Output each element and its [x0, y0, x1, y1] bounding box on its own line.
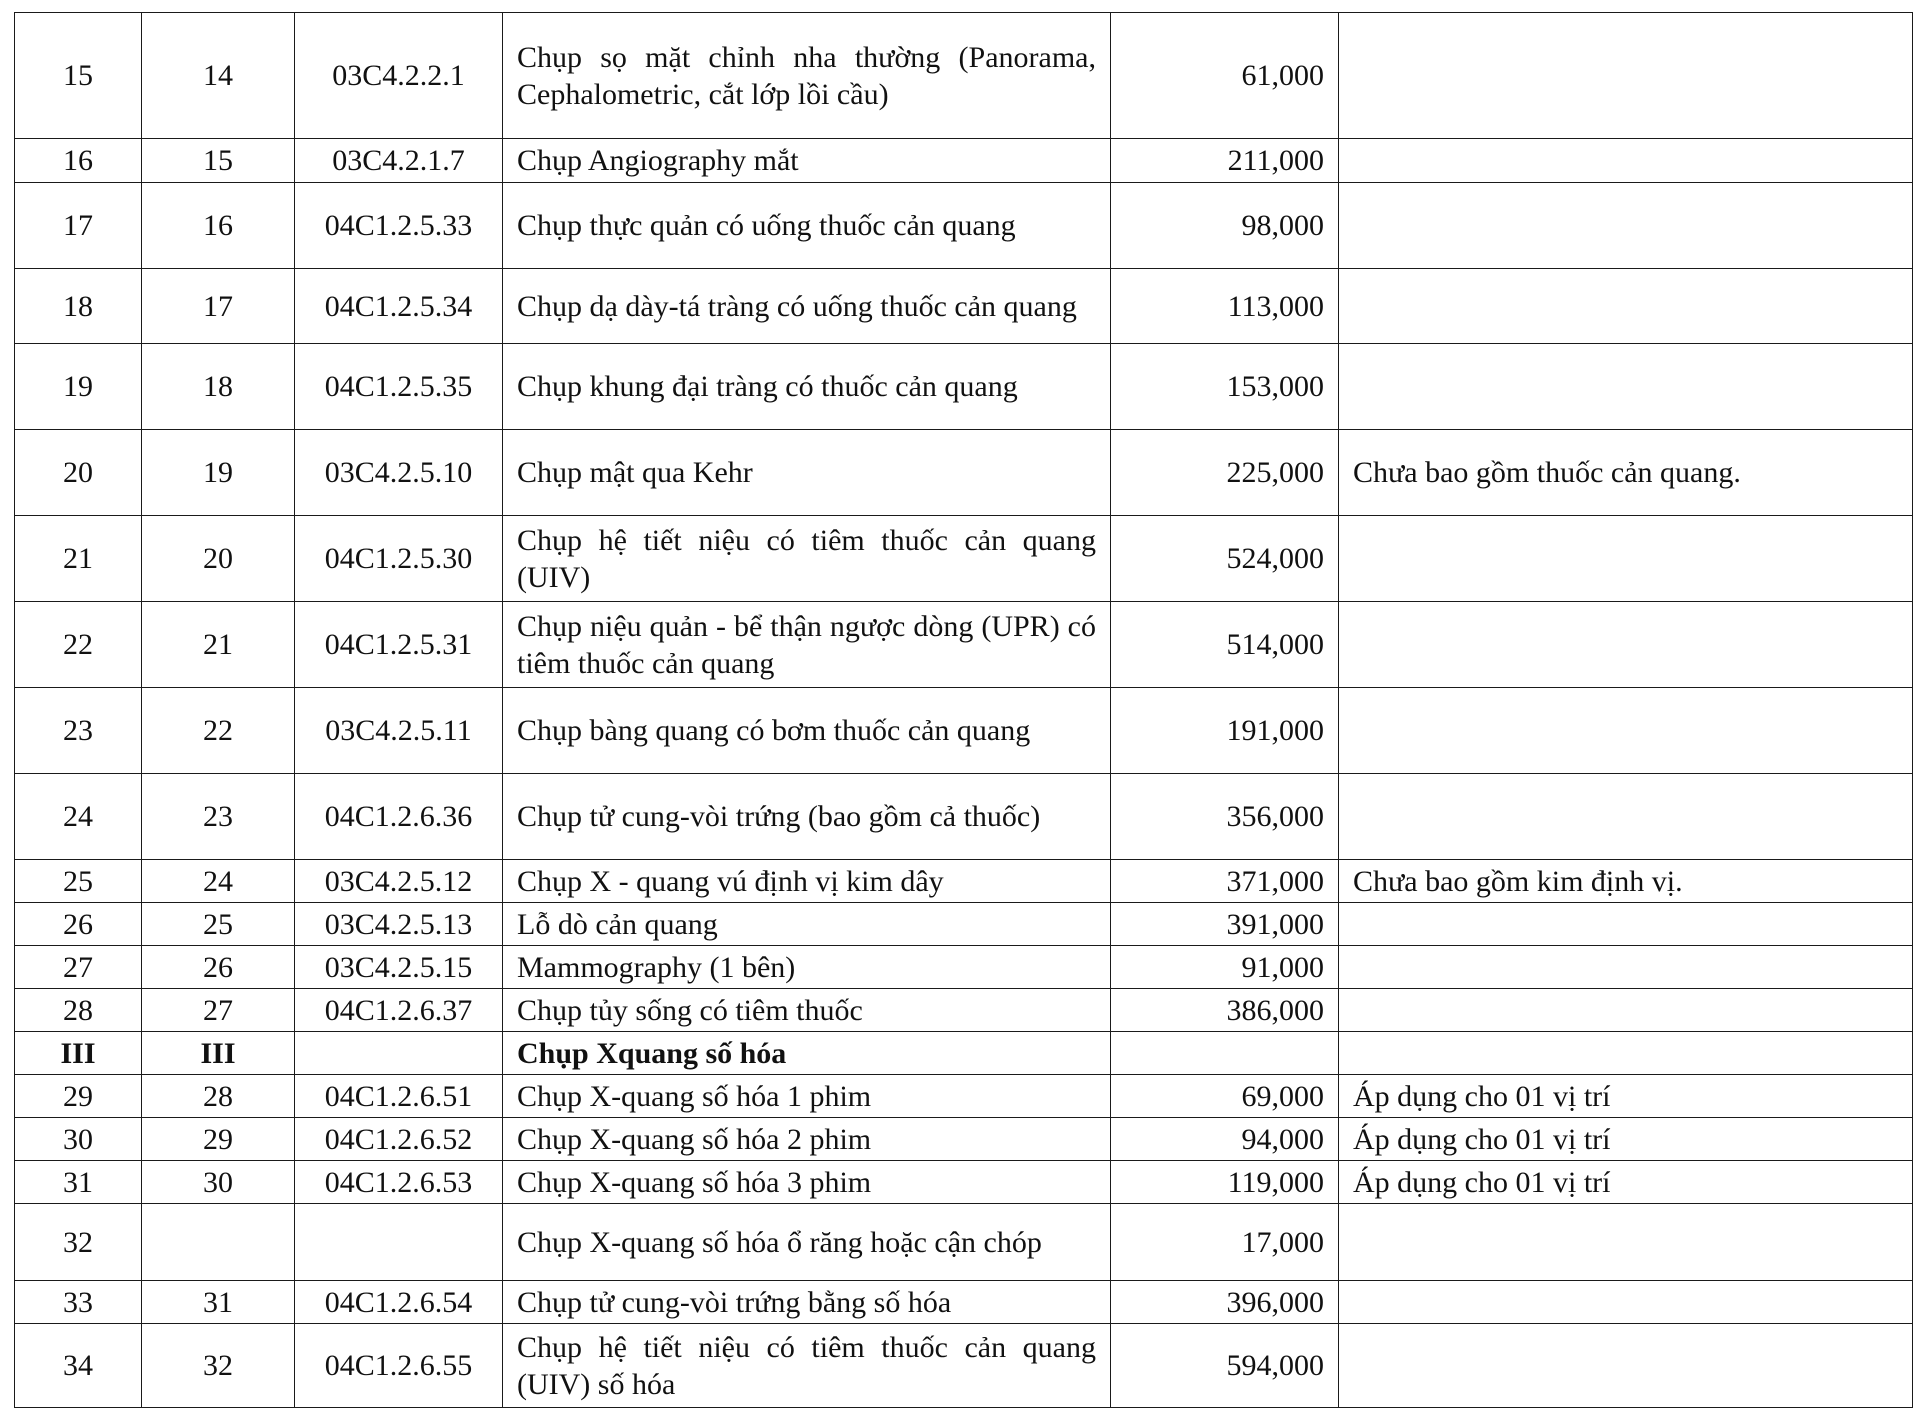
table-row — [15, 1281, 1913, 1324]
stt-cell: 29 — [15, 1075, 142, 1118]
stt2-cell: 22 — [142, 688, 295, 774]
table-row — [15, 1075, 1913, 1118]
note-cell: Chưa bao gồm kim định vị. — [1339, 860, 1913, 903]
code-cell: 03C4.2.5.13 — [295, 903, 503, 946]
note-cell — [1339, 13, 1913, 139]
stt-cell: 24 — [15, 774, 142, 860]
note-cell: Chưa bao gồm thuốc cản quang. — [1339, 430, 1913, 516]
table-row — [15, 269, 1913, 344]
stt-cell: 15 — [15, 13, 142, 139]
price-cell: 61,000 — [1111, 13, 1339, 139]
stt-cell: 28 — [15, 989, 142, 1032]
code-cell: 04C1.2.5.31 — [295, 602, 503, 688]
stt-cell: 22 — [15, 602, 142, 688]
stt2-cell: 14 — [142, 13, 295, 139]
name-cell: Chụp Angiography mắt — [503, 139, 1111, 183]
note-cell — [1339, 774, 1913, 860]
stt2-cell: 27 — [142, 989, 295, 1032]
table-row — [15, 516, 1913, 602]
note-cell — [1339, 1204, 1913, 1281]
section-row — [15, 1032, 1913, 1075]
name-cell: Mammography (1 bên) — [503, 946, 1111, 989]
name-cell: Chụp hệ tiết niệu có tiêm thuốc cản quang (UIV) số hóa — [503, 1324, 1111, 1408]
table-row — [15, 183, 1913, 269]
name-cell: Chụp X - quang vú định vị kim dây — [503, 860, 1111, 903]
stt-cell: 16 — [15, 139, 142, 183]
stt-cell: 31 — [15, 1161, 142, 1204]
section-number-2: III — [142, 1032, 295, 1075]
price-cell: 396,000 — [1111, 1281, 1339, 1324]
stt2-cell — [142, 1204, 295, 1281]
note-cell: Áp dụng cho 01 vị trí — [1339, 1118, 1913, 1161]
stt-cell: 33 — [15, 1281, 142, 1324]
price-cell: 191,000 — [1111, 688, 1339, 774]
code-cell: 04C1.2.6.36 — [295, 774, 503, 860]
stt-cell: 18 — [15, 269, 142, 344]
code-cell: 04C1.2.6.37 — [295, 989, 503, 1032]
stt-cell: 17 — [15, 183, 142, 269]
note-cell — [1339, 1281, 1913, 1324]
table-row — [15, 1324, 1913, 1408]
stt-cell: 25 — [15, 860, 142, 903]
note-cell — [1339, 344, 1913, 430]
price-cell: 113,000 — [1111, 269, 1339, 344]
stt2-cell: 30 — [142, 1161, 295, 1204]
price-cell: 514,000 — [1111, 602, 1339, 688]
price-cell: 17,000 — [1111, 1204, 1339, 1281]
table-row — [15, 989, 1913, 1032]
code-cell: 03C4.2.5.15 — [295, 946, 503, 989]
stt2-cell: 19 — [142, 430, 295, 516]
note-cell — [1339, 516, 1913, 602]
note-cell — [1339, 1324, 1913, 1408]
note-cell — [1339, 269, 1913, 344]
table-row — [15, 860, 1913, 903]
table-row — [15, 688, 1913, 774]
stt2-cell: 17 — [142, 269, 295, 344]
name-cell: Chụp hệ tiết niệu có tiêm thuốc cản quang (UIV) — [503, 516, 1111, 602]
stt2-cell: 31 — [142, 1281, 295, 1324]
price-cell: 386,000 — [1111, 989, 1339, 1032]
code-cell — [295, 1204, 503, 1281]
code-cell: 03C4.2.2.1 — [295, 13, 503, 139]
note-cell — [1339, 602, 1913, 688]
name-cell: Chụp bàng quang có bơm thuốc cản quang — [503, 688, 1111, 774]
code-cell — [295, 1032, 503, 1075]
note-cell: Áp dụng cho 01 vị trí — [1339, 1075, 1913, 1118]
stt2-cell: 16 — [142, 183, 295, 269]
name-cell: Chụp tử cung-vòi trứng (bao gồm cả thuốc) — [503, 774, 1111, 860]
price-cell: 211,000 — [1111, 139, 1339, 183]
note-cell — [1339, 989, 1913, 1032]
stt2-cell: 24 — [142, 860, 295, 903]
stt-cell: 21 — [15, 516, 142, 602]
stt2-cell: 28 — [142, 1075, 295, 1118]
section-title: Chụp Xquang số hóa — [503, 1032, 1111, 1075]
table-row — [15, 1118, 1913, 1161]
code-cell: 04C1.2.6.53 — [295, 1161, 503, 1204]
table-row — [15, 430, 1913, 516]
table-row — [15, 946, 1913, 989]
code-cell: 03C4.2.5.11 — [295, 688, 503, 774]
name-cell: Chụp niệu quản - bể thận ngược dòng (UPR) có tiêm thuốc cản quang — [503, 602, 1111, 688]
name-cell: Chụp mật qua Kehr — [503, 430, 1111, 516]
note-cell — [1339, 183, 1913, 269]
table-row — [15, 774, 1913, 860]
name-cell: Chụp tủy sống có tiêm thuốc — [503, 989, 1111, 1032]
name-cell: Chụp X-quang số hóa 1 phim — [503, 1075, 1111, 1118]
stt2-cell: 18 — [142, 344, 295, 430]
code-cell: 04C1.2.6.55 — [295, 1324, 503, 1408]
code-cell: 04C1.2.6.54 — [295, 1281, 503, 1324]
price-cell: 98,000 — [1111, 183, 1339, 269]
code-cell: 04C1.2.5.35 — [295, 344, 503, 430]
name-cell: Chụp X-quang số hóa 2 phim — [503, 1118, 1111, 1161]
table-row — [15, 13, 1913, 139]
stt2-cell: 15 — [142, 139, 295, 183]
stt2-cell: 21 — [142, 602, 295, 688]
name-cell: Chụp tử cung-vòi trứng bằng số hóa — [503, 1281, 1111, 1324]
stt2-cell: 29 — [142, 1118, 295, 1161]
note-cell: Áp dụng cho 01 vị trí — [1339, 1161, 1913, 1204]
price-table — [14, 12, 1913, 1408]
name-cell: Chụp thực quản có uống thuốc cản quang — [503, 183, 1111, 269]
name-cell: Chụp dạ dày-tá tràng có uống thuốc cản quang — [503, 269, 1111, 344]
stt2-cell: 23 — [142, 774, 295, 860]
stt-cell: 23 — [15, 688, 142, 774]
code-cell: 03C4.2.1.7 — [295, 139, 503, 183]
code-cell: 04C1.2.5.33 — [295, 183, 503, 269]
table-row — [15, 344, 1913, 430]
name-cell: Chụp khung đại tràng có thuốc cản quang — [503, 344, 1111, 430]
stt-cell: 19 — [15, 344, 142, 430]
name-cell: Chụp sọ mặt chỉnh nha thường (Panorama, Cephalometric, cắt lớp lồi cầu) — [503, 13, 1111, 139]
note-cell — [1339, 1032, 1913, 1075]
stt2-cell: 32 — [142, 1324, 295, 1408]
price-cell: 225,000 — [1111, 430, 1339, 516]
note-cell — [1339, 139, 1913, 183]
price-cell: 371,000 — [1111, 860, 1339, 903]
name-cell: Chụp X-quang số hóa ổ răng hoặc cận chóp — [503, 1204, 1111, 1281]
price-cell: 69,000 — [1111, 1075, 1339, 1118]
stt-cell: 32 — [15, 1204, 142, 1281]
table-row — [15, 139, 1913, 183]
price-cell: 119,000 — [1111, 1161, 1339, 1204]
price-cell: 391,000 — [1111, 903, 1339, 946]
stt2-cell: 26 — [142, 946, 295, 989]
table-row — [15, 1204, 1913, 1281]
price-cell — [1111, 1032, 1339, 1075]
note-cell — [1339, 688, 1913, 774]
stt-cell: 26 — [15, 903, 142, 946]
code-cell: 03C4.2.5.10 — [295, 430, 503, 516]
name-cell: Lỗ dò cản quang — [503, 903, 1111, 946]
code-cell: 03C4.2.5.12 — [295, 860, 503, 903]
stt-cell: 34 — [15, 1324, 142, 1408]
table-row — [15, 903, 1913, 946]
price-cell: 524,000 — [1111, 516, 1339, 602]
price-cell: 594,000 — [1111, 1324, 1339, 1408]
stt-cell: 27 — [15, 946, 142, 989]
table-row — [15, 1161, 1913, 1204]
code-cell: 04C1.2.5.30 — [295, 516, 503, 602]
code-cell: 04C1.2.5.34 — [295, 269, 503, 344]
note-cell — [1339, 903, 1913, 946]
stt2-cell: 20 — [142, 516, 295, 602]
table-row — [15, 602, 1913, 688]
price-cell: 94,000 — [1111, 1118, 1339, 1161]
stt2-cell: 25 — [142, 903, 295, 946]
code-cell: 04C1.2.6.51 — [295, 1075, 503, 1118]
section-number: III — [15, 1032, 142, 1075]
price-cell: 356,000 — [1111, 774, 1339, 860]
stt-cell: 20 — [15, 430, 142, 516]
price-cell: 153,000 — [1111, 344, 1339, 430]
price-cell: 91,000 — [1111, 946, 1339, 989]
stt-cell: 30 — [15, 1118, 142, 1161]
name-cell: Chụp X-quang số hóa 3 phim — [503, 1161, 1111, 1204]
note-cell — [1339, 946, 1913, 989]
code-cell: 04C1.2.6.52 — [295, 1118, 503, 1161]
